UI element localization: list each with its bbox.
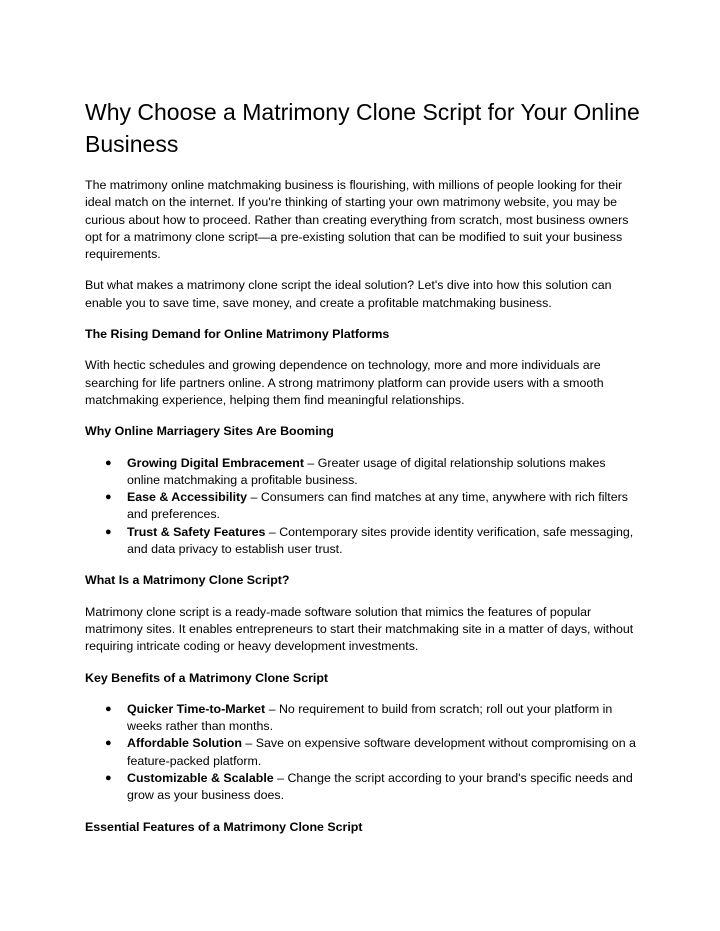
bullet-icon: ●: [105, 702, 112, 715]
intro-paragraph: But what makes a matrimony clone script the ideal solution? Let's dive into how this solution can enable you to save time, save money, and create a profitable matchmaking business.: [85, 278, 612, 310]
list-item: [85, 455, 640, 490]
document-page: [85, 96, 640, 850]
section-heading: The Rising Demand for Online Matrimony Platforms: [85, 327, 390, 342]
bullet-icon: ●: [105, 737, 112, 750]
list-item: [85, 489, 640, 524]
list-item: [85, 770, 640, 805]
list-item: [85, 524, 640, 559]
section-heading: Essential Features of a Matrimony Clone Script: [85, 819, 363, 834]
bullet-icon: ●: [105, 456, 112, 469]
section-heading: What Is a Matrimony Clone Script?: [85, 573, 290, 588]
list-item-term: Affordable Solution: [127, 736, 242, 751]
list-item-text: – Change the script according to your brand's specific needs and grow as your business does.: [127, 771, 633, 803]
list-item-term: Ease & Accessibility: [127, 490, 248, 505]
list-item-text: – No requirement to build from scratch; roll out your platform in weeks rather than months.: [127, 701, 613, 734]
bullet-icon: ●: [105, 491, 112, 504]
bullet-list: [85, 701, 640, 805]
list-item-term: Customizable & Scalable: [127, 771, 274, 786]
intro-paragraph: The matrimony online matchmaking business is flourishing, with millions of people looking for their ideal match on the internet. If you're thinking of starting your own matrimony website, you may be curious about how to proceed. Rather than creating everything from scratch, most business owners opt for a matrimony clone script—a pre-existing solution that can be modified to suit your business requirements.: [85, 178, 629, 262]
list-item-term: Trust & Safety Features: [127, 524, 266, 539]
list-item: [85, 735, 640, 770]
section-paragraph: Matrimony clone script is a ready-made software solution that mimics the features of popular matrimony sites. It enables entrepreneurs to start their matchmaking site in a matter of days, without requiring intricate coding or heavy development investments.: [85, 604, 634, 654]
list-item-text: – Contemporary sites provide identity verification, safe messaging, and data privacy to establish user trust.: [127, 524, 634, 557]
document-title: Why Choose a Matrimony Clone Script for Your Online Business: [85, 99, 640, 157]
section-paragraph: With hectic schedules and growing dependence on technology, more and more individuals are searching for life partners online. A strong matrimony platform can provide users with a smooth matchmaking experience, helping them find meaningful relationships.: [85, 358, 604, 407]
list-item-text: – Greater usage of digital relationship solutions makes online matchmaking a profitable business.: [127, 455, 606, 487]
list-item: [85, 701, 640, 736]
list-item-term: Growing Digital Embracement: [127, 455, 304, 470]
list-item-term: Quicker Time-to-Market: [127, 701, 266, 716]
bullet-icon: ●: [105, 525, 112, 538]
section-heading: Why Online Marriagery Sites Are Booming: [85, 424, 334, 439]
list-item-text: – Consumers can find matches at any time, anywhere with rich filters and preferences.: [127, 490, 628, 522]
bullet-icon: ●: [105, 772, 112, 785]
list-item-text: – Save on expensive software development without compromising on a feature-packed platform.: [127, 736, 636, 768]
section-heading: Key Benefits of a Matrimony Clone Script: [85, 670, 329, 685]
bullet-list: [85, 455, 640, 559]
